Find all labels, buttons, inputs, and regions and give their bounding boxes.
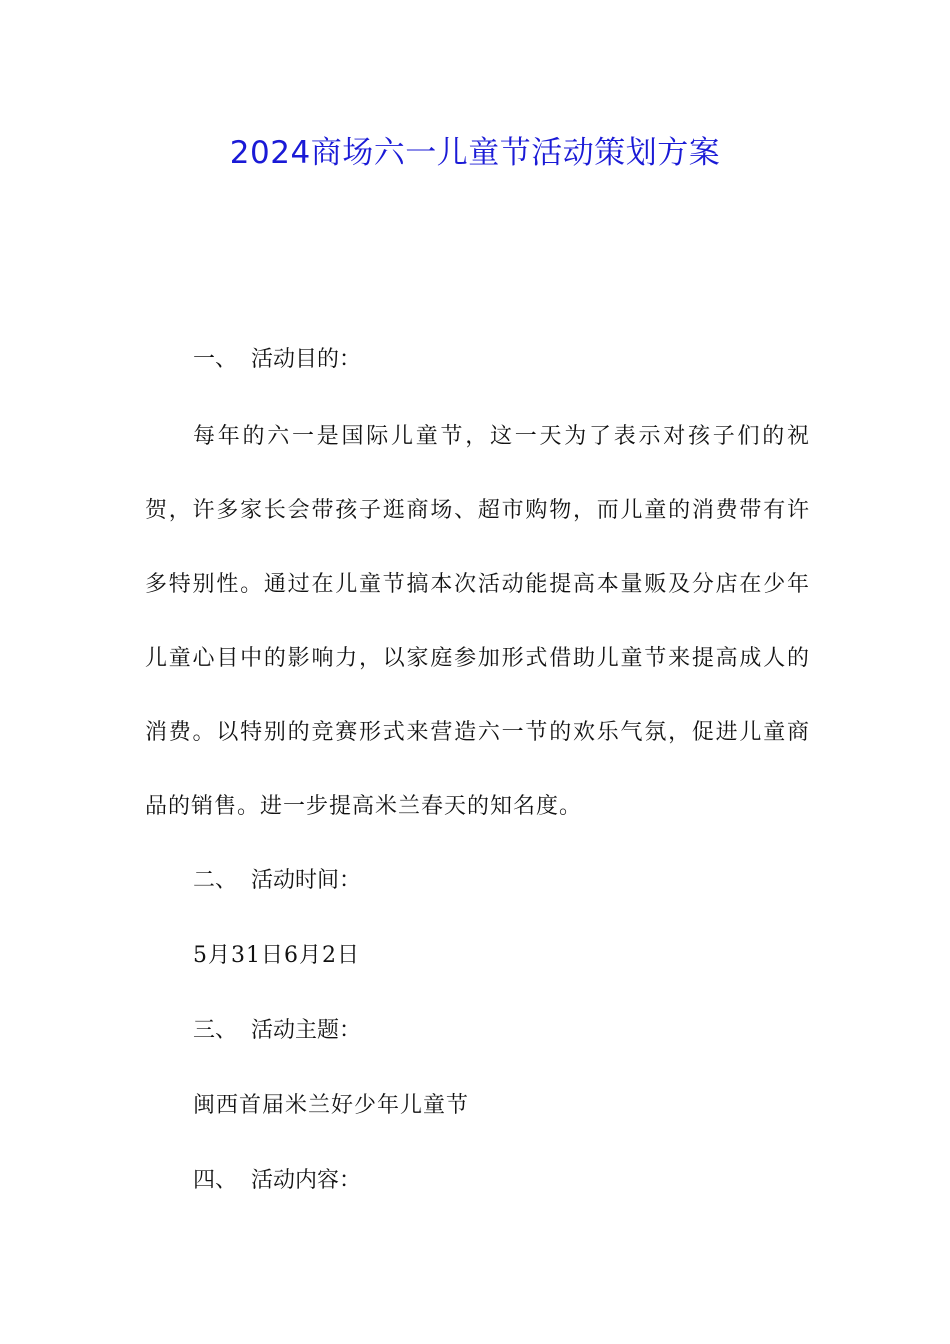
section-number-2: 二、	[193, 868, 238, 893]
document-title: 2024商场六一儿童节活动策划方案	[229, 135, 721, 171]
section-number-4: 四、	[193, 1168, 238, 1193]
section-heading-3	[193, 1016, 361, 1046]
section-heading-2	[193, 866, 361, 896]
section-heading-4	[193, 1166, 361, 1196]
section-title-3: 活动主题：	[251, 1018, 362, 1043]
section-body-3: 闽西首届米兰好少年儿童节	[193, 1093, 470, 1118]
section-heading-1	[193, 345, 361, 375]
section-title-4: 活动内容：	[251, 1168, 362, 1193]
section-number-3: 三、	[193, 1018, 238, 1043]
section-title-2: 活动时间：	[251, 868, 362, 893]
section-title-1: 活动目的：	[251, 347, 362, 372]
section-number-1: 一、	[193, 347, 238, 372]
section-body-1: 每年的六一是国际儿童节，这一天为了表示对孩子们的祝贺，许多家长会带孩子逛商场、超市购物，而儿童的消费带有许多特别性。通过在儿童节搞本次活动能提高本量贩及分店在少年儿童心目中的影响力，以家庭参加形式借助儿童节来提高成人的消费。以特别的竞赛形式来营造六一节的欢乐气氛，促进儿童商品的销售。进一步提高米兰春天的知名度。	[145, 424, 810, 819]
section-body-2: 5月31日6月2日	[193, 943, 360, 968]
